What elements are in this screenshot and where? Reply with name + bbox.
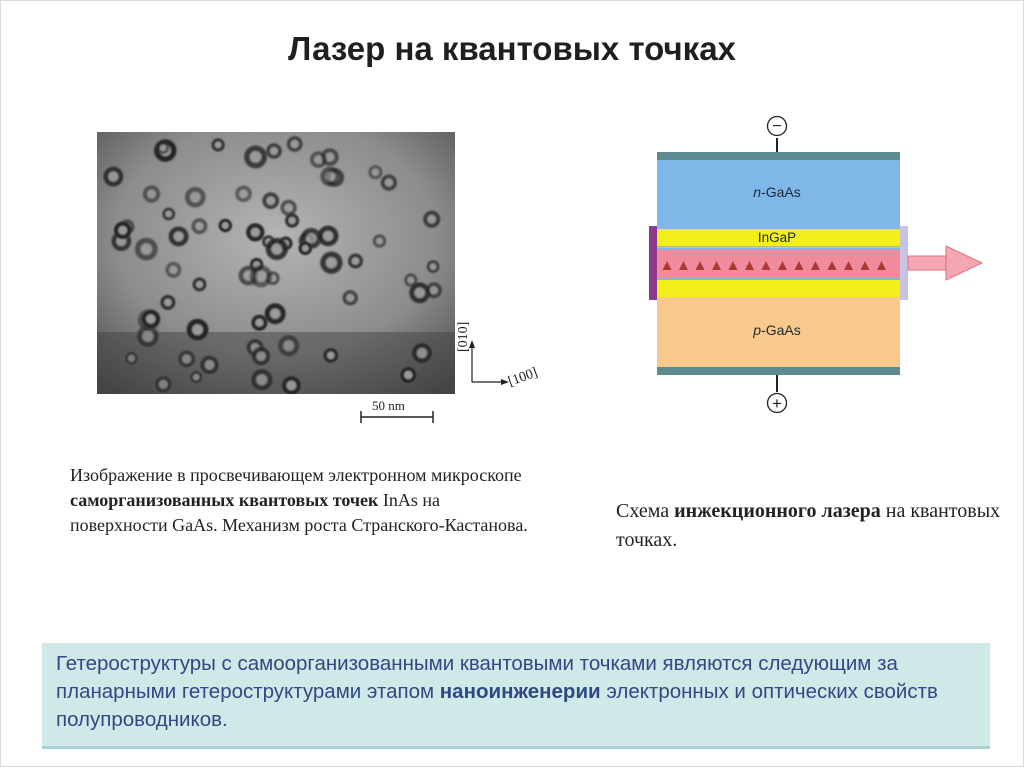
scale-label: 50 nm: [372, 398, 405, 413]
micrograph-caption: [70, 463, 530, 538]
quantum-dot-blob: [425, 281, 443, 299]
quantum-dot-blob: [191, 217, 209, 235]
caption-left-text-2: InAs на поверхности GaAs. Механизм роста Странского-Кастанова.: [70, 490, 528, 535]
quantum-dot-blob: [319, 165, 341, 187]
quantum-dot-blob: [309, 150, 328, 169]
p-gaas-label: -GaAs: [761, 322, 801, 338]
quantum-dot-blob: [380, 174, 398, 192]
ingap-label: InGaP: [757, 230, 797, 245]
quantum-dot-blob: [234, 185, 253, 204]
quantum-dot-blob: [160, 294, 177, 311]
quantum-dot-blob: [411, 342, 434, 365]
quantum-dot-blob: [155, 140, 170, 155]
bottom-contact: [657, 367, 900, 375]
quantum-dot-blob: [142, 184, 161, 203]
quantum-dot-blob: [322, 347, 339, 364]
caption-right-text-2: на квантовых точках.: [616, 500, 1001, 551]
quantum-dot-blob: [218, 218, 233, 233]
left-mirror: [649, 226, 657, 300]
n-label: n: [753, 184, 762, 200]
quantum-dot-blob: [243, 144, 269, 170]
quantum-dot-blob: [192, 277, 208, 293]
quantum-dot-blob: [298, 241, 313, 256]
quantum-dot-blob: [249, 264, 274, 289]
summary-text-1: Гетероструктуры с самоорганизованными квантовыми точками являются следующим за планарными гетероструктурами этапом: [56, 652, 898, 703]
quantum-dot-blob: [286, 135, 304, 153]
summary-bold: наноинженерии: [439, 680, 601, 703]
quantum-dot-blob: [277, 334, 301, 358]
quantum-dot-blob: [399, 366, 418, 385]
quantum-dot-blob: [177, 349, 197, 369]
quantum-dot-blob: [185, 318, 209, 342]
quantum-dot-blob: [319, 250, 344, 275]
quantum-dot-blob: [261, 191, 280, 210]
quantum-dot-blob: [124, 351, 139, 366]
quantum-dot-blob: [162, 207, 176, 221]
summary-text: [56, 650, 976, 734]
quantum-dot-blob: [426, 259, 440, 273]
n-gaas-label: -GaAs: [761, 184, 801, 200]
quantum-dot-blob: [342, 289, 359, 306]
quantum-dot-blob: [264, 302, 287, 325]
caption-right-bold: инжекционного лазера: [674, 500, 881, 522]
quantum-dot-blob: [251, 346, 272, 367]
slide-title: Лазер на квантовых точках: [288, 30, 736, 67]
laser-output-arrow: [908, 246, 982, 280]
quantum-dot-blob: [250, 368, 275, 393]
quantum-dot-blob: [372, 234, 387, 249]
quantum-dot-blob: [245, 222, 265, 242]
quantum-dot-blob: [422, 210, 441, 229]
plus-sign: +: [772, 394, 782, 413]
top-contact: [657, 152, 900, 160]
laser-caption: [616, 497, 1006, 555]
quantum-dot-blob: [189, 370, 203, 384]
quantum-dot-blob: [113, 221, 133, 241]
quantum-dot-blob: [280, 199, 298, 217]
svg-text:p-GaAs: [752, 322, 800, 338]
axis-010-label: [010]: [456, 321, 471, 352]
caption-left-text-1: Изображение в просвечивающем электронном микроскопе: [70, 465, 522, 485]
caption-left-bold: саморганизованных квантовых точек: [70, 490, 379, 510]
quantum-dot-blob: [154, 375, 173, 394]
quantum-dot-blob: [347, 253, 364, 270]
quantum-dot-blob: [184, 186, 207, 209]
quantum-dot-blob: [199, 354, 220, 375]
axis-100-label: [100]: [506, 365, 540, 390]
tem-micrograph-image: [97, 132, 455, 394]
right-mirror: [900, 226, 908, 300]
quantum-dot-blob: [211, 138, 226, 153]
laser-diagram: [640, 110, 990, 415]
quantum-dot-blob: [367, 164, 383, 180]
quantum-dot-blob: [165, 261, 183, 279]
ingap-bottom-layer: [657, 280, 900, 297]
summary-text-2: электронных и оптических свойств полупроводников.: [56, 680, 938, 731]
quantum-dot-blob: [140, 309, 161, 330]
p-label: p: [753, 322, 762, 338]
svg-text:n-GaAs: [753, 184, 800, 200]
quantum-dot-blob: [134, 236, 159, 261]
minus-sign: −: [772, 118, 782, 135]
quantum-dot-blob: [102, 165, 124, 187]
caption-right-text-1: Схема: [616, 500, 675, 522]
quantum-dot-blob: [317, 224, 340, 247]
quantum-dot-blob: [265, 237, 290, 262]
quantum-dot-blob: [168, 225, 190, 247]
